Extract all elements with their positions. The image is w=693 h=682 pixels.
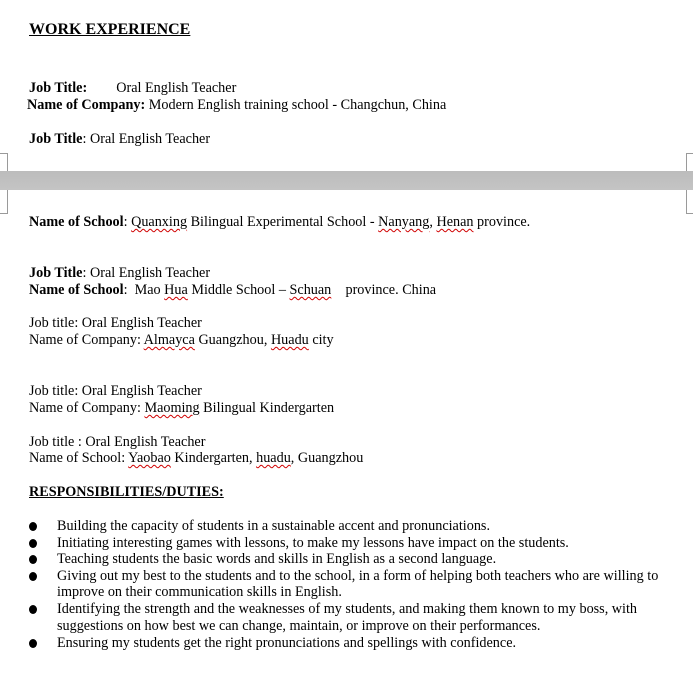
bullet-icon (29, 572, 37, 581)
job-title-value: : Oral English Teacher (82, 265, 211, 281)
job-title-label: Job Title (29, 131, 83, 147)
text: Name of Company: (29, 332, 144, 348)
list-item: Giving out my best to the students and to the school, in a form of helping both teachers who are willing to (57, 568, 659, 584)
responsibilities-heading: RESPONSIBILITIES/DUTIES: (29, 484, 224, 500)
misspelled-word[interactable]: Quanxing (131, 214, 188, 230)
school-label: Name of School (29, 282, 124, 298)
entry-5-company (29, 400, 334, 417)
job-title-value: : Oral English Teacher (82, 131, 211, 147)
text: Bilingual Kindergarten (199, 400, 335, 416)
misspelled-word[interactable]: Yaobao (128, 450, 171, 466)
text: Name of School: (29, 450, 129, 466)
bullet-icon (29, 539, 37, 548)
misspelled-word[interactable]: huadu (256, 450, 291, 466)
misspelled-word[interactable]: Hua (164, 282, 188, 298)
margin-corner-mark (686, 190, 693, 214)
bullet-icon (29, 522, 37, 531)
job-title-label: Job Title: (29, 80, 88, 96)
text: , Guangzhou (290, 450, 364, 466)
entry-1-company (27, 97, 446, 114)
entry-4-job-title: Job title: Oral English Teacher (29, 315, 202, 331)
school-label: Name of School (29, 214, 124, 230)
misspelled-word[interactable]: Huadu (270, 332, 309, 348)
misspelled-word[interactable]: Schuan (289, 282, 332, 298)
misspelled-word[interactable]: Almayca (143, 332, 195, 348)
text: Bilingual Experimental School - (187, 214, 379, 230)
bullet-icon (29, 639, 37, 648)
entry-2-school (29, 214, 530, 231)
margin-corner-mark (686, 153, 693, 172)
text: Guangzhou, (194, 332, 271, 348)
text: Middle School – (187, 282, 290, 298)
job-title-value: Oral English Teacher (116, 80, 237, 96)
list-item-continuation: suggestions on how best we can change, maintain, or improve on their performances. (57, 618, 541, 634)
text: province. China (331, 282, 437, 298)
list-item: Teaching students the basic words and skills in English as a second language. (57, 551, 497, 567)
entry-6-job-title: Job title : Oral English Teacher (29, 434, 206, 450)
entry-2-job-title (29, 131, 210, 148)
misspelled-word[interactable]: Maoming (144, 400, 200, 416)
list-item: Building the capacity of students in a sustainable accent and pronunciations. (57, 518, 490, 534)
text: , (429, 214, 437, 230)
list-item-continuation: improve on their communication skills in English. (57, 584, 342, 600)
list-item: Ensuring my students get the right pronunciations and spellings with confidence. (57, 635, 517, 651)
company-value: Modern English training school - Changchun, China (148, 97, 447, 113)
text: Kindergarten, (170, 450, 257, 466)
margin-corner-mark (0, 153, 8, 172)
list-item: Identifying the strength and the weaknesses of my students, and making them known to my boss, with (57, 601, 638, 617)
misspelled-word[interactable]: Henan (436, 214, 474, 230)
entry-5-job-title: Job title: Oral English Teacher (29, 383, 202, 399)
list-item: Initiating interesting games with lessons, to make my lessons have impact on the students. (57, 535, 569, 551)
text: province. (473, 214, 531, 230)
entry-1-job-title (29, 80, 236, 97)
entry-6-school (29, 450, 363, 467)
text: : Mao (123, 282, 165, 298)
text: Name of Company: (29, 400, 145, 416)
bullet-icon (29, 605, 37, 614)
text: : (123, 214, 132, 230)
text: city (308, 332, 334, 348)
entry-3-job-title (29, 265, 210, 282)
bullet-icon (29, 555, 37, 564)
job-title-label: Job Title (29, 265, 83, 281)
misspelled-word[interactable]: Nanyang (378, 214, 430, 230)
margin-corner-mark (0, 190, 8, 214)
work-experience-heading: WORK EXPERIENCE (29, 21, 191, 38)
company-label: Name of Company: (27, 97, 146, 113)
page-break-separator (0, 171, 693, 190)
entry-4-company (29, 332, 334, 349)
entry-3-school (29, 282, 436, 299)
